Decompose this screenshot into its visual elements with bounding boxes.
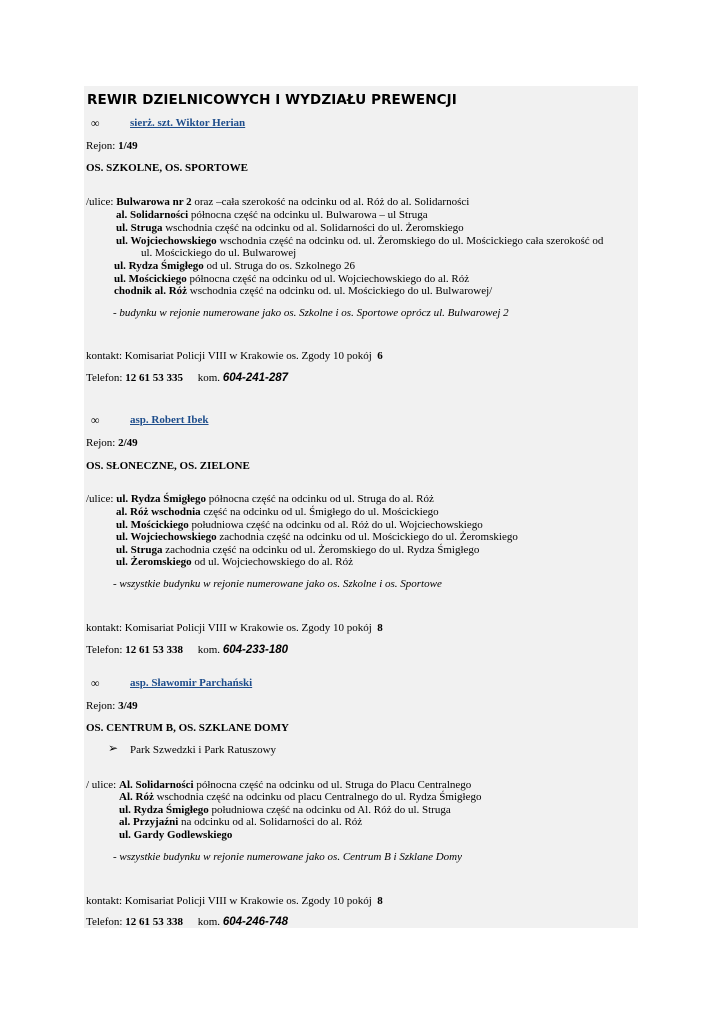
street-name: chodnik al. Róż <box>114 285 188 297</box>
street-row <box>86 493 434 506</box>
area-title-1: OS. SZKOLNE, OS. SPORTOWE <box>86 162 249 174</box>
contact-text: kontakt: Komisariat Policji VIII w Krakowie os. Zgody 10 pokój <box>86 350 372 362</box>
street-desc: na odcinku od al. Solidarności do al. Róż <box>178 816 363 828</box>
streets-prefix: /ulice: <box>86 493 114 505</box>
street-row <box>116 556 353 569</box>
contact-text: kontakt: Komisariat Policji VIII w Krakowie os. Zgody 10 pokój <box>86 895 372 907</box>
street-desc: od ul. Struga do os. Szkolnego 26 <box>203 260 356 272</box>
contact-line-1 <box>86 350 383 363</box>
area-note-2: - wszystkie budynku w rejonie numerowane jako os. Szkolne i os. Sportowe <box>113 578 442 590</box>
street-name: ul. Struga <box>116 544 163 556</box>
room-number: 8 <box>377 895 383 907</box>
street-desc: wschodnia część na odcinku od. ul. Mościckiego do ul. Bulwarowej/ <box>187 285 493 297</box>
kom-label: kom. <box>197 916 221 928</box>
street-row <box>116 209 428 222</box>
street-row <box>119 816 362 829</box>
contact-line-3 <box>86 895 383 908</box>
phone-line-1 <box>86 372 288 385</box>
phone-line-3 <box>86 916 288 929</box>
rejon-label: Rejon: <box>86 700 116 712</box>
street-row <box>116 531 518 544</box>
rejon-line-1 <box>86 140 138 153</box>
page-title: REWIR DZIELNICOWYCH I WYDZIAŁU PREWENCJI <box>87 92 457 108</box>
street-row <box>119 829 232 842</box>
street-row <box>116 222 464 235</box>
rejon-label: Rejon: <box>86 140 116 152</box>
contact-text: kontakt: Komisariat Policji VIII w Krakowie os. Zgody 10 pokój <box>86 622 372 634</box>
street-desc: północna część na odcinku od ul. Struga do Placu Centralnego <box>193 779 472 791</box>
street-name: Al. Solidarności <box>119 779 194 791</box>
street-name: Bulwarowa nr 2 <box>116 196 192 208</box>
bullet-item: Park Szwedzki i Park Ratuszowy <box>130 744 277 756</box>
mobile-number: 604-241-287 <box>222 372 289 384</box>
street-desc: zachodnia część na odcinku od ul. Mościckiego do ul. Żeromskiego <box>216 531 518 543</box>
area-title-2: OS. SŁONECZNE, OS. ZIELONE <box>86 460 250 472</box>
street-name: ul. Rydza Śmigłego <box>119 804 209 816</box>
street-desc: ul. Mościckiego do ul. Bulwarowej <box>141 247 297 259</box>
officer-link-2[interactable]: asp. Robert Ibek <box>130 414 209 426</box>
street-row <box>86 196 469 209</box>
street-name: ul. Wojciechowskiego <box>116 235 217 247</box>
street-name: ul. Gardy Godlewskiego <box>119 829 233 841</box>
street-name: ul. Struga <box>116 222 163 234</box>
street-row <box>114 285 492 298</box>
rejon-line-2 <box>86 437 138 450</box>
street-desc: południowa część na odcinku od al. Róż do ul. Wojciechowskiego <box>188 519 483 531</box>
street-desc: wschodnia część na odcinku od. ul. Żeromskiego do ul. Mościckiego cała szerokość od <box>216 235 604 247</box>
phone-line-2 <box>86 644 288 657</box>
street-name: Al. Róż <box>119 791 154 803</box>
phone-number: 12 61 53 335 <box>125 372 183 384</box>
street-desc: północna część na odcinku od ul. Struga do al. Róż <box>206 493 434 505</box>
area-note-3: - wszystkie budynku w rejonie numerowane jako os. Centrum B i Szklane Domy <box>113 851 462 863</box>
mobile-number: 604-246-748 <box>222 916 289 928</box>
streets-prefix: /ulice: <box>86 196 114 208</box>
area-title-3: OS. CENTRUM B, OS. SZKLANE DOMY <box>86 722 289 734</box>
street-desc: północna część na odcinku od ul. Wojciechowskiego do al. Róż <box>186 273 470 285</box>
officer-link-3[interactable]: asp. Sławomir Parchański <box>130 677 253 689</box>
street-name: al. Przyjaźni <box>119 816 179 828</box>
rejon-number: 3/49 <box>118 700 138 712</box>
arrow-bullet-icon: ➢ <box>108 741 119 755</box>
area-note-1: - budynku w rejonie numerowane jako os. Szkolne i os. Sportowe oprócz ul. Bulwarowej 2 <box>113 307 509 319</box>
kom-label: kom. <box>197 644 221 656</box>
phone-number: 12 61 53 338 <box>125 644 183 656</box>
street-desc: część na odcinku od ul. Śmigłego do ul. Mościckiego <box>200 506 439 518</box>
streets-prefix: / ulice: <box>86 779 117 791</box>
rejon-line-3 <box>86 700 138 713</box>
street-desc: wschodnia część na odcinku od placu Centralnego do ul. Rydza Śmigłego <box>153 791 482 803</box>
phone-label: Telefon: <box>86 644 123 656</box>
phone-number: 12 61 53 338 <box>125 916 183 928</box>
street-desc: od ul. Wojciechowskiego do al. Róż <box>191 556 354 568</box>
room-number: 8 <box>377 622 383 634</box>
mobile-number: 604-233-180 <box>222 644 289 656</box>
street-name: al. Solidarności <box>116 209 189 221</box>
kom-label: kom. <box>197 372 221 384</box>
contact-line-2 <box>86 622 383 635</box>
rejon-number: 2/49 <box>118 437 138 449</box>
street-row <box>116 506 439 519</box>
officer-link-1[interactable]: sierż. szt. Wiktor Herian <box>130 117 246 129</box>
street-name: ul. Wojciechowskiego <box>116 531 217 543</box>
infinity-icon: ∞ <box>91 413 100 427</box>
street-desc: oraz –cała szerokość na odcinku od al. Róż do al. Solidarności <box>191 196 470 208</box>
street-row <box>114 260 355 273</box>
street-desc: zachodnia część na odcinku od ul. Żeromskiego do ul. Rydza Śmigłego <box>162 544 480 556</box>
street-row <box>119 791 481 804</box>
infinity-icon: ∞ <box>91 116 100 130</box>
phone-label: Telefon: <box>86 916 123 928</box>
street-name: ul. Żeromskiego <box>116 556 192 568</box>
rejon-label: Rejon: <box>86 437 116 449</box>
street-row <box>141 247 296 260</box>
street-name: ul. Rydza Śmigłego <box>114 260 204 272</box>
street-desc: południowa część na odcinku od Al. Róż do ul. Struga <box>208 804 451 816</box>
street-name: al. Róż wschodnia <box>116 506 201 518</box>
room-number: 6 <box>377 350 383 362</box>
rejon-number: 1/49 <box>118 140 138 152</box>
street-name: ul. Mościckiego <box>116 519 189 531</box>
street-desc: wschodnia część na odcinku od al. Solidarności do ul. Żeromskiego <box>162 222 464 234</box>
street-name: ul. Mościckiego <box>114 273 187 285</box>
infinity-icon: ∞ <box>91 676 100 690</box>
phone-label: Telefon: <box>86 372 123 384</box>
street-desc: północna część na odcinku ul. Bulwarowa – ul Struga <box>188 209 428 221</box>
street-name: ul. Rydza Śmigłego <box>116 493 207 505</box>
